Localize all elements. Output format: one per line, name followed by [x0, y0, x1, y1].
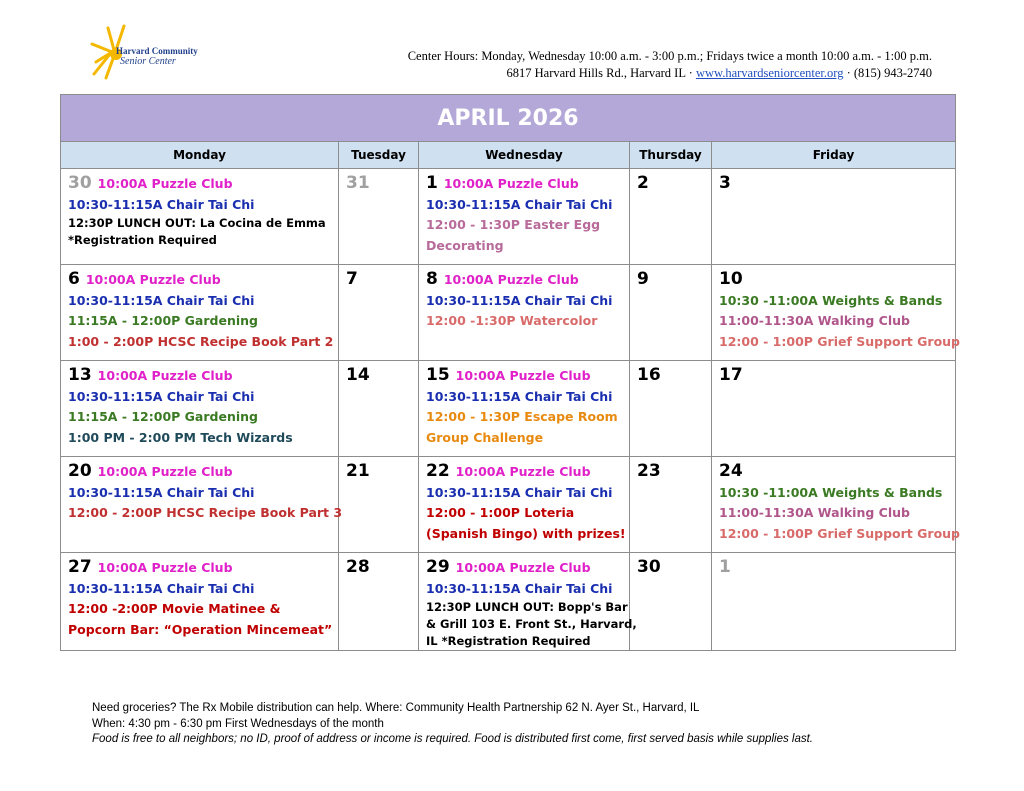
logo-line2: Senior Center	[120, 56, 176, 67]
day-first-line	[637, 173, 704, 195]
website-link[interactable]: www.harvardseniorcenter.org	[695, 66, 844, 80]
event-item[interactable]: 10:30-11:15A Chair Tai Chi	[68, 580, 255, 596]
event-item[interactable]: 10:30-11:15A Chair Tai Chi	[68, 388, 255, 404]
day-cell[interactable]	[712, 361, 956, 457]
event-item[interactable]: 12:00 - 2:00P HCSC Recipe Book Part 3	[68, 505, 343, 520]
day-first-line	[426, 365, 622, 387]
event-item[interactable]: *Registration Required	[68, 233, 217, 247]
logo-line1: Harvard Community	[116, 46, 198, 56]
day-number: 17	[719, 365, 743, 385]
day-number: 2	[637, 173, 649, 193]
day-cell[interactable]	[419, 169, 630, 265]
event-item[interactable]: 10:30-11:15A Chair Tai Chi	[68, 484, 255, 500]
event-item[interactable]: 10:00A Puzzle Club	[443, 272, 579, 287]
event-item[interactable]: 11:15A - 12:00P Gardening	[68, 409, 258, 424]
event-item[interactable]: 10:00A Puzzle Club	[455, 464, 591, 479]
day-number: 22	[426, 461, 450, 481]
event-item[interactable]: (Spanish Bingo) with prizes!	[426, 525, 626, 541]
day-first-line	[346, 269, 411, 291]
day-first-line	[719, 365, 948, 387]
day-cell[interactable]	[61, 457, 343, 553]
event-item[interactable]: 10:00A Puzzle Club	[455, 368, 591, 383]
day-first-line	[426, 269, 622, 291]
day-number: 14	[346, 365, 370, 385]
day-cell[interactable]	[61, 265, 339, 361]
day-number: 13	[68, 365, 92, 385]
event-item[interactable]: 10:00A Puzzle Club	[443, 176, 579, 191]
week-row	[61, 265, 956, 361]
day-first-line	[68, 557, 331, 579]
day-first-line	[719, 461, 948, 483]
week-row	[61, 457, 956, 553]
day-first-line	[68, 365, 331, 387]
day-cell[interactable]	[630, 553, 712, 651]
event-item[interactable]: 12:00 -2:00P Movie Matinee &	[68, 601, 281, 616]
center-info	[408, 48, 932, 82]
center-phone: · (815) 943-2740	[843, 66, 932, 80]
week-row	[61, 553, 956, 651]
day-first-line	[346, 173, 411, 195]
day-number: 7	[346, 269, 358, 289]
event-item[interactable]: 12:30P LUNCH OUT: La Cocina de Emma	[68, 216, 326, 230]
day-number: 8	[426, 269, 438, 289]
center-address: 6817 Harvard Hills Rd., Harvard IL ·	[506, 66, 696, 80]
event-item[interactable]: 10:00A Puzzle Club	[455, 560, 591, 575]
day-number: 20	[68, 461, 92, 481]
calendar-table	[60, 94, 960, 651]
day-first-line	[346, 461, 411, 483]
footer-line1: Need groceries? The Rx Mobile distribution can help. Where: Community Health Partnership 62 N. Ayer St., Harvard, IL	[92, 702, 700, 714]
event-item[interactable]: Popcorn Bar: “Operation Mincemeat”	[68, 621, 333, 637]
day-number: 24	[719, 461, 743, 481]
day-number: 29	[426, 557, 450, 577]
event-item[interactable]: 12:00 - 1:00P Loteria	[426, 505, 575, 520]
event-item[interactable]: 10:00A Puzzle Club	[97, 368, 233, 383]
day-number: 6	[68, 269, 80, 289]
event-item[interactable]: 10:00A Puzzle Club	[97, 464, 233, 479]
event-item[interactable]: 10:00A Puzzle Club	[85, 272, 221, 287]
weekday-header: Monday	[61, 142, 339, 169]
event-item[interactable]: IL *Registration Required	[426, 634, 591, 648]
day-number: 1	[426, 173, 438, 193]
event-item[interactable]: 12:00 - 1:00P Grief Support Group	[719, 333, 960, 349]
event-item[interactable]: 1:00 - 2:00P HCSC Recipe Book Part 2	[68, 333, 334, 349]
day-first-line	[637, 365, 704, 387]
event-item[interactable]: 10:30-11:15A Chair Tai Chi	[426, 292, 613, 308]
event-item[interactable]: 11:00-11:30A Walking Club	[719, 505, 910, 520]
day-number: 23	[637, 461, 661, 481]
day-cell[interactable]	[339, 169, 419, 265]
day-number: 21	[346, 461, 370, 481]
day-number: 28	[346, 557, 370, 577]
event-item[interactable]: 10:30-11:15A Chair Tai Chi	[426, 484, 613, 500]
day-first-line	[637, 557, 704, 579]
day-first-line	[346, 365, 411, 387]
day-cell[interactable]	[630, 457, 712, 553]
event-item[interactable]: 10:00A Puzzle Club	[97, 560, 233, 575]
event-item[interactable]: 10:30-11:15A Chair Tai Chi	[426, 196, 613, 212]
event-item[interactable]: Decorating	[426, 237, 504, 253]
event-item[interactable]: 10:30-11:15A Chair Tai Chi	[68, 292, 255, 308]
day-cell[interactable]	[712, 553, 956, 651]
day-cell[interactable]	[630, 265, 712, 361]
day-cell[interactable]	[419, 265, 630, 361]
day-first-line	[68, 461, 331, 483]
day-first-line	[637, 269, 704, 291]
day-first-line	[426, 173, 622, 195]
weekday-header: Tuesday	[339, 142, 419, 169]
weekday-header: Friday	[712, 142, 956, 169]
day-cell[interactable]	[339, 457, 419, 553]
event-item[interactable]: 10:30 -11:00A Weights & Bands	[719, 484, 943, 500]
week-row	[61, 169, 956, 265]
day-first-line	[426, 557, 622, 579]
day-cell[interactable]	[630, 169, 712, 265]
event-item[interactable]: 10:30-11:15A Chair Tai Chi	[426, 580, 613, 596]
day-number: 16	[637, 365, 661, 385]
event-item[interactable]: 10:00A Puzzle Club	[97, 176, 233, 191]
day-cell[interactable]	[339, 265, 419, 361]
day-cell[interactable]	[712, 169, 956, 265]
day-number: 30	[68, 173, 92, 193]
event-item[interactable]: 10:30 -11:00A Weights & Bands	[719, 292, 943, 308]
event-item[interactable]: 12:00 - 1:30P Easter Egg	[426, 217, 601, 232]
day-cell[interactable]	[419, 361, 630, 457]
event-item[interactable]: 11:15A - 12:00P Gardening	[68, 313, 258, 328]
day-first-line	[719, 557, 948, 579]
day-cell[interactable]	[419, 553, 637, 651]
month-title: APRIL 2026	[61, 95, 956, 142]
day-number: 10	[719, 269, 743, 289]
day-cell[interactable]	[339, 361, 419, 457]
day-first-line	[719, 269, 948, 291]
weekday-header: Wednesday	[419, 142, 630, 169]
day-number: 31	[346, 173, 370, 193]
day-first-line	[637, 461, 704, 483]
day-number: 30	[637, 557, 661, 577]
event-item[interactable]: 1:00 PM - 2:00 PM Tech Wizards	[68, 429, 293, 445]
event-item[interactable]: 11:00-11:30A Walking Club	[719, 313, 910, 328]
day-number: 1	[719, 557, 731, 577]
day-cell[interactable]	[419, 457, 630, 553]
day-cell[interactable]	[712, 265, 960, 361]
footer-line3: Food is free to all neighbors; no ID, proof of address or income is required. Food is distributed first come, first served basis while supplies last.	[92, 733, 813, 745]
event-item[interactable]: 12:00 - 1:30P Escape Room	[426, 409, 618, 424]
day-cell[interactable]	[712, 457, 960, 553]
day-number: 15	[426, 365, 450, 385]
day-cell[interactable]	[61, 553, 339, 651]
day-number: 9	[637, 269, 649, 289]
day-first-line	[346, 557, 411, 579]
event-item[interactable]: Group Challenge	[426, 429, 544, 445]
day-first-line	[426, 461, 622, 483]
day-first-line	[719, 173, 948, 195]
event-item[interactable]: 12:00 -1:30P Watercolor	[426, 313, 598, 328]
footer-notice	[92, 701, 813, 748]
day-first-line	[68, 173, 331, 195]
week-row	[61, 361, 956, 457]
day-number: 27	[68, 557, 92, 577]
center-contact	[408, 65, 932, 82]
day-cell[interactable]	[61, 169, 339, 265]
center-hours: Center Hours: Monday, Wednesday 10:00 a.m. - 3:00 p.m.; Fridays twice a month 10:00 a.m. - 1:00 p.m.	[407, 49, 932, 63]
event-item[interactable]: & Grill 103 E. Front St., Harvard,	[426, 617, 637, 631]
day-cell[interactable]	[61, 361, 339, 457]
footer-line2: When: 4:30 pm - 6:30 pm First Wednesdays of the month	[92, 717, 384, 730]
event-item[interactable]: 12:30P LUNCH OUT: Bopp's Bar	[426, 600, 628, 614]
day-number: 3	[719, 173, 731, 193]
day-cell[interactable]	[339, 553, 419, 651]
day-first-line	[68, 269, 331, 291]
event-item[interactable]: 10:30-11:15A Chair Tai Chi	[426, 388, 613, 404]
day-cell[interactable]	[630, 361, 712, 457]
event-item[interactable]: 10:30-11:15A Chair Tai Chi	[68, 196, 255, 212]
weekday-header: Thursday	[630, 142, 712, 169]
event-item[interactable]: 12:00 - 1:00P Grief Support Group	[719, 525, 960, 541]
